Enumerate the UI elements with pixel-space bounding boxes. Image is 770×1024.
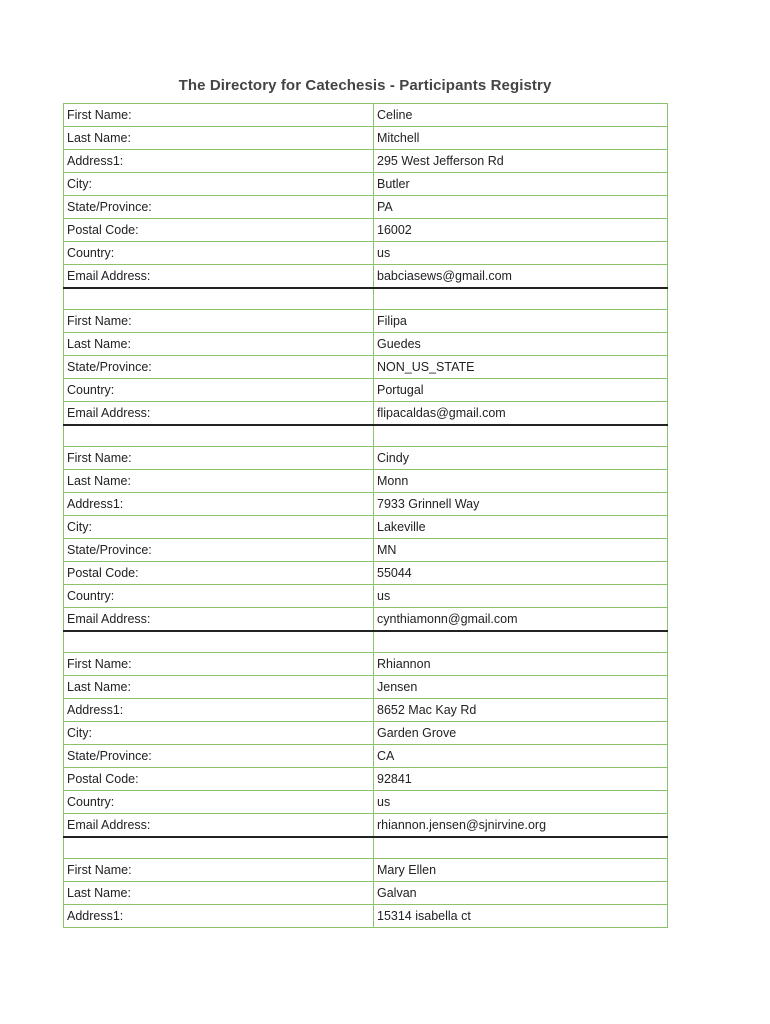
field-label: State/Province: (64, 539, 374, 562)
field-label: Last Name: (64, 333, 374, 356)
field-label: Address1: (64, 699, 374, 722)
table-row (64, 242, 668, 265)
field-label: State/Province: (64, 745, 374, 768)
table-row (64, 127, 668, 150)
field-label: Address1: (64, 905, 374, 928)
table-row (64, 447, 668, 470)
record-separator-row (64, 288, 668, 310)
field-label: City: (64, 173, 374, 196)
field-value: flipacaldas@gmail.com (374, 402, 668, 426)
field-value: 16002 (374, 219, 668, 242)
table-row (64, 333, 668, 356)
table-row (64, 150, 668, 173)
table-row (64, 562, 668, 585)
table-row (64, 699, 668, 722)
field-label: Last Name: (64, 676, 374, 699)
field-value: Portugal (374, 379, 668, 402)
field-value: Filipa (374, 310, 668, 333)
field-label: First Name: (64, 859, 374, 882)
table-row (64, 859, 668, 882)
participants-table-body (64, 104, 668, 928)
field-label: Address1: (64, 150, 374, 173)
table-row (64, 470, 668, 493)
field-value: Jensen (374, 676, 668, 699)
field-label: First Name: (64, 447, 374, 470)
table-row (64, 356, 668, 379)
table-row (64, 196, 668, 219)
field-value: Monn (374, 470, 668, 493)
field-label: Country: (64, 242, 374, 265)
table-row (64, 402, 668, 426)
field-value: Mitchell (374, 127, 668, 150)
field-value: Rhiannon (374, 653, 668, 676)
table-row (64, 219, 668, 242)
field-value: 55044 (374, 562, 668, 585)
field-label: Country: (64, 791, 374, 814)
field-value: Galvan (374, 882, 668, 905)
field-label: Postal Code: (64, 768, 374, 791)
field-label: Last Name: (64, 882, 374, 905)
field-label: State/Province: (64, 196, 374, 219)
field-value: Butler (374, 173, 668, 196)
field-value: 15314 isabella ct (374, 905, 668, 928)
separator-label-cell (64, 631, 374, 653)
field-label: Email Address: (64, 608, 374, 632)
table-row (64, 379, 668, 402)
table-row (64, 516, 668, 539)
table-row (64, 585, 668, 608)
field-label: Postal Code: (64, 562, 374, 585)
record-separator-row (64, 837, 668, 859)
field-value: CA (374, 745, 668, 768)
field-value: us (374, 585, 668, 608)
field-label: Email Address: (64, 814, 374, 838)
table-row (64, 265, 668, 289)
table-row (64, 653, 668, 676)
table-row (64, 882, 668, 905)
document-title: The Directory for Catechesis - Participants Registry (178, 77, 552, 94)
field-value: Mary Ellen (374, 859, 668, 882)
field-label: State/Province: (64, 356, 374, 379)
separator-value-cell (374, 288, 668, 310)
separator-label-cell (64, 425, 374, 447)
field-value: 7933 Grinnell Way (374, 493, 668, 516)
field-value: us (374, 242, 668, 265)
field-value: 8652 Mac Kay Rd (374, 699, 668, 722)
field-label: City: (64, 722, 374, 745)
record-separator-row (64, 631, 668, 653)
field-label: First Name: (64, 653, 374, 676)
field-value: Guedes (374, 333, 668, 356)
field-label: Postal Code: (64, 219, 374, 242)
separator-label-cell (64, 288, 374, 310)
table-row (64, 905, 668, 928)
field-value: NON_US_STATE (374, 356, 668, 379)
separator-label-cell (64, 837, 374, 859)
table-row (64, 310, 668, 333)
field-value: 92841 (374, 768, 668, 791)
table-row (64, 814, 668, 838)
field-label: First Name: (64, 104, 374, 127)
field-value: us (374, 791, 668, 814)
table-row (64, 722, 668, 745)
table-row (64, 676, 668, 699)
field-value: cynthiamonn@gmail.com (374, 608, 668, 632)
separator-value-cell (374, 837, 668, 859)
separator-value-cell (374, 631, 668, 653)
field-value: babciasews@gmail.com (374, 265, 668, 289)
field-value: Cindy (374, 447, 668, 470)
field-label: Email Address: (64, 265, 374, 289)
table-row (64, 539, 668, 562)
field-label: Email Address: (64, 402, 374, 426)
field-value: PA (374, 196, 668, 219)
field-label: City: (64, 516, 374, 539)
field-label: Last Name: (64, 470, 374, 493)
participants-table (63, 103, 668, 928)
table-row (64, 104, 668, 127)
separator-value-cell (374, 425, 668, 447)
table-row (64, 608, 668, 632)
field-value: MN (374, 539, 668, 562)
field-value: Celine (374, 104, 668, 127)
field-value: rhiannon.jensen@sjnirvine.org (374, 814, 668, 838)
field-label: First Name: (64, 310, 374, 333)
table-row (64, 791, 668, 814)
field-label: Address1: (64, 493, 374, 516)
field-value: 295 West Jefferson Rd (374, 150, 668, 173)
field-label: Last Name: (64, 127, 374, 150)
field-label: Country: (64, 379, 374, 402)
record-separator-row (64, 425, 668, 447)
table-row (64, 173, 668, 196)
field-value: Garden Grove (374, 722, 668, 745)
field-value: Lakeville (374, 516, 668, 539)
table-row (64, 768, 668, 791)
table-row (64, 745, 668, 768)
table-row (64, 493, 668, 516)
field-label: Country: (64, 585, 374, 608)
